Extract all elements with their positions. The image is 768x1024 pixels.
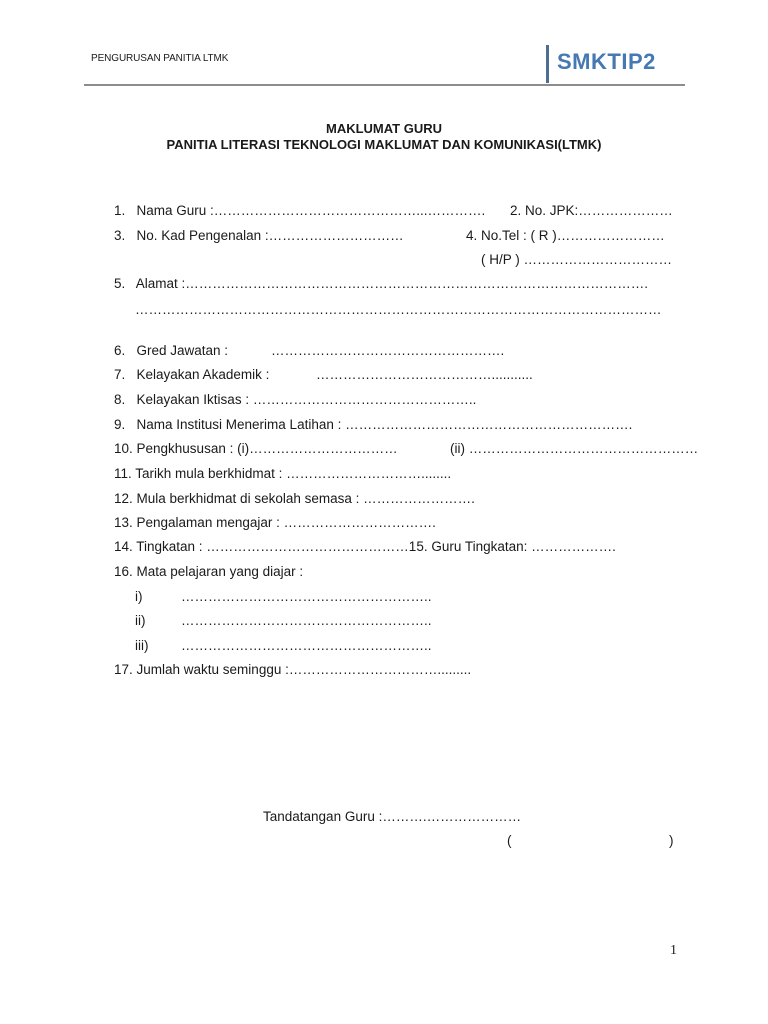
field-nama-guru: 1. Nama Guru :………………………………………...…………. <box>114 203 486 218</box>
field-tingkatan: 14. Tingkatan : ………………………………………15. Guru Tingkatan: ………………. <box>114 539 616 554</box>
field-tarikh-mula: 11. Tarikh mula berkhidmat : …………………………........ <box>114 466 452 481</box>
subject-label-1: i) <box>135 589 143 604</box>
field-pengalaman: 13. Pengalaman mengajar : ……………………………. <box>114 515 436 530</box>
header-divider <box>84 84 685 86</box>
subject-label-2: ii) <box>135 613 146 628</box>
header-accent-bar <box>546 45 549 83</box>
header-section-label: PENGURUSAN PANITIA LTMK <box>91 53 229 64</box>
subject-dots-1: ……………………………………………….. <box>181 589 432 604</box>
field-pengkhususan-ii: (ii) …………………………………………… <box>450 441 699 456</box>
signature-label: Tandatangan Guru :……….………………… <box>263 809 522 824</box>
document-subtitle: PANITIA LITERASI TEKNOLOGI MAKLUMAT DAN KOMUNIKASI(LTMK) <box>166 137 602 152</box>
field-alamat: 5. Alamat :…………………………………………………………………………………………. <box>114 276 649 291</box>
field-alamat-line2: ……………………………………………………………………………………………………… <box>135 302 662 317</box>
field-no-jpk: 2. No. JPK:………………… <box>510 203 673 218</box>
subject-dots-2: ……………………………………………….. <box>181 613 432 628</box>
field-kad-pengenalan: 3. No. Kad Pengenalan :………………………… <box>114 228 404 243</box>
field-no-tel-r: 4. No.Tel : ( R )…………………… <box>466 228 665 243</box>
field-no-tel-hp: ( H/P ) …………………………… <box>481 252 673 267</box>
field-gred-label: 6. Gred Jawatan : <box>114 343 229 358</box>
signature-close-paren: ) <box>669 833 674 848</box>
signature-open-paren: ( <box>507 833 512 848</box>
field-kelayakan-iktisas: 8. Kelayakan Iktisas : ………………………………………….. <box>114 392 477 407</box>
field-jumlah-waktu: 17. Jumlah waktu seminggu :……………………………......... <box>114 662 472 677</box>
field-gred-dots: ……………………………………………. <box>271 343 505 358</box>
field-pengkhususan-i: 10. Pengkhususan : (i)…………………………… <box>114 441 398 456</box>
document-title: MAKLUMAT GURU <box>325 121 443 136</box>
subject-label-3: iii) <box>135 638 149 653</box>
field-nama-institusi: 9. Nama Institusi Menerima Latihan : ………………………………………………………. <box>114 417 633 432</box>
field-kelayakan-akademik-label: 7. Kelayakan Akademik : <box>114 367 270 382</box>
field-mata-pelajaran: 16. Mata pelajaran yang diajar : <box>114 564 304 579</box>
header-brand: SMKTIP2 <box>557 49 656 74</box>
field-mula-sekolah: 12. Mula berkhidmat di sekolah semasa : ……………………. <box>114 491 475 506</box>
page-number: 1 <box>670 943 677 958</box>
subject-dots-3: ……………………………………………….. <box>181 638 432 653</box>
field-kelayakan-akademik-dots: …………………………………........... <box>316 367 533 382</box>
